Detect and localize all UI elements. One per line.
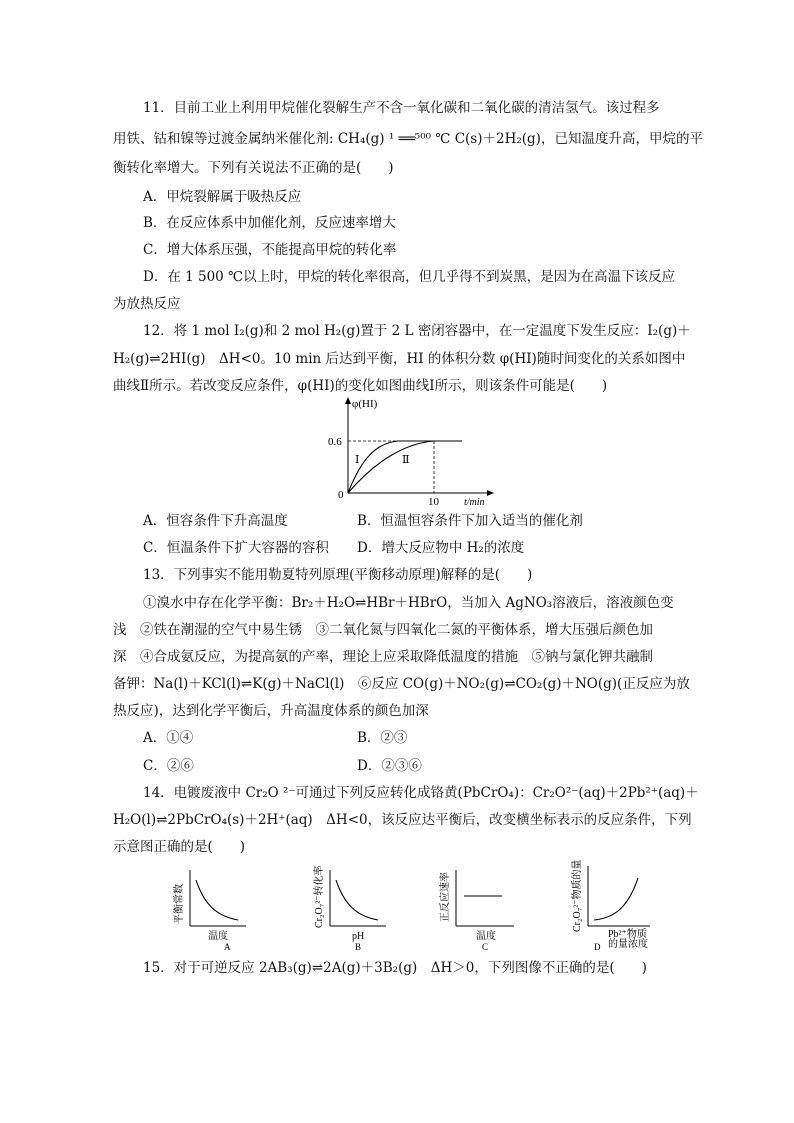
graph-b-tag: B	[355, 942, 362, 952]
q14-graph-c	[434, 864, 546, 952]
graph-c-ylabel: 正反应速率	[440, 872, 451, 922]
q12-figure	[322, 397, 497, 505]
q13-option-a: A．①④	[143, 730, 194, 746]
q12-option-d: D．增大反应物中 H₂的浓度	[357, 540, 525, 556]
fig12-xtick: 10	[428, 496, 439, 505]
q15-line1: 15．对于可逆反应 2AB₃(g)⇌2A(g)＋3B₂(g) ΔH＞0，下列图像不正确的是( )	[143, 960, 647, 976]
q12-line2: H₂(g)⇌2HI(g) ΔH<0。10 min 后达到平衡，HI 的体积分数 φ(HI)随时间变化的关系如图中	[113, 351, 686, 367]
q12-line3: 曲线Ⅱ所示。若改变反应条件，φ(HI)的变化如图曲线Ⅰ所示，则该条件可能是( )	[113, 378, 608, 394]
q11-line1: 11．目前工业上利用甲烷催化裂解生产不含一氧化碳和二氧化碳的清洁氢气。该过程多	[143, 100, 660, 116]
fig12-xlabel: t/min	[464, 497, 485, 505]
q13-line5: 备钾：Na(l)＋KCl(l)⇌K(g)＋NaCl(l) ⑥反应 CO(g)＋NO₂(g)⇌CO₂(g)＋NO(g)(正反应为放	[113, 676, 690, 692]
q12-option-b: B．恒温恒容条件下加入适当的催化剂	[357, 513, 583, 529]
curve-1	[348, 441, 462, 493]
q13-line4: 深 ④合成氨反应，为提高氨的产率，理论上应采取降低温度的措施 ⑤钠与氯化钾共融制	[113, 649, 653, 665]
q11-option-b: B．在反应体系中加催化剂，反应速率增大	[143, 215, 396, 231]
graph-d-xlabel-2: 的量浓度	[608, 939, 648, 950]
graph-d-ylabel: Cr₂O₇²⁻物质的量	[572, 860, 583, 932]
graph-b-ylabel: Cr₂O₇²⁻转化率	[314, 865, 325, 928]
graph-d-tag: D	[594, 942, 601, 952]
q14-line3: 示意图正确的是( )	[113, 839, 246, 855]
q11-option-d-cont: 为放热反应	[113, 296, 181, 312]
q14-graph-b	[296, 864, 408, 952]
graph-b-xlabel: pH	[352, 931, 365, 942]
q14-graph-d	[558, 860, 676, 952]
graph-d-xlabel-1: Pb²⁺物质	[608, 929, 647, 940]
q13-option-b: B．②③	[357, 730, 408, 746]
q12-option-a: A．恒容条件下升高温度	[143, 513, 288, 529]
fig12-curve2-label: Ⅱ	[402, 454, 410, 466]
graph-a-tag: A	[224, 942, 231, 952]
q13-line6: 热反应)，达到化学平衡后，升高温度体系的颜色加深	[113, 703, 429, 719]
q11-option-d: D．在 1 500 ℃以上时，甲烷的转化率很高，但几乎得不到炭黑，是因为在高温下该反应	[143, 269, 676, 285]
q14-line1: 14．电镀废液中 Cr₂O ²⁻可通过下列反应转化成铬黄(PbCrO₄)：Cr₂O²⁻(aq)＋2Pb²⁺(aq)＋	[143, 785, 699, 801]
graph-a-ylabel: 平衡常数	[174, 884, 185, 924]
q12-option-c: C．恒温条件下扩大容器的容积	[143, 540, 329, 556]
q13-line1: 13．下列事实不能用勒夏特列原理(平衡移动原理)解释的是( )	[143, 567, 533, 583]
graph-c-xlabel: 温度	[476, 931, 496, 942]
q11-option-a: A．甲烷裂解属于吸热反应	[143, 189, 302, 205]
q11-option-c: C．增大体系压强，不能提高甲烷的转化率	[143, 242, 397, 258]
q13-option-c: C．②⑥	[143, 758, 194, 774]
q14-graph-a	[168, 864, 280, 952]
q13-line3: 浅 ②铁在潮湿的空气中易生锈 ③二氧化氮与四氧化二氮的平衡体系，增大压强后颜色加	[113, 622, 653, 638]
q14-line2: H₂O(l)⇌2PbCrO₄(s)＋2H⁺(aq) ΔH<0，该反应达平衡后，改变横坐标表示的反应条件，下列	[113, 812, 692, 828]
fig12-ylabel: φ(HI)	[352, 398, 378, 410]
q13-option-d: D．②③⑥	[357, 758, 422, 774]
q11-line2: 用铁、钴和镍等过渡金属纳米催化剂: CH₄(g) ¹ ══⁵⁰⁰ ℃ C(s)＋2H₂(g)，已知温度升高，甲烷的平	[113, 131, 703, 147]
fig12-ytick: 0.6	[328, 436, 342, 448]
q12-line1: 12．将 1 mol I₂(g)和 2 mol H₂(g)置于 2 L 密闭容器中，在一定温度下发生反应：I₂(g)＋	[143, 323, 691, 339]
graph-a-xlabel: 温度	[208, 931, 228, 942]
graph-c-tag: C	[482, 942, 489, 952]
q13-line2: ①溴水中存在化学平衡：Br₂＋H₂O⇌HBr＋HBrO，当加入 AgNO₃溶液后，溶液颜色变	[143, 595, 674, 611]
q11-line3: 衡转化率增大。下列有关说法不正确的是( )	[113, 160, 394, 176]
fig12-curve1-label: Ⅰ	[355, 454, 360, 466]
fig12-origin: 0	[338, 489, 344, 501]
